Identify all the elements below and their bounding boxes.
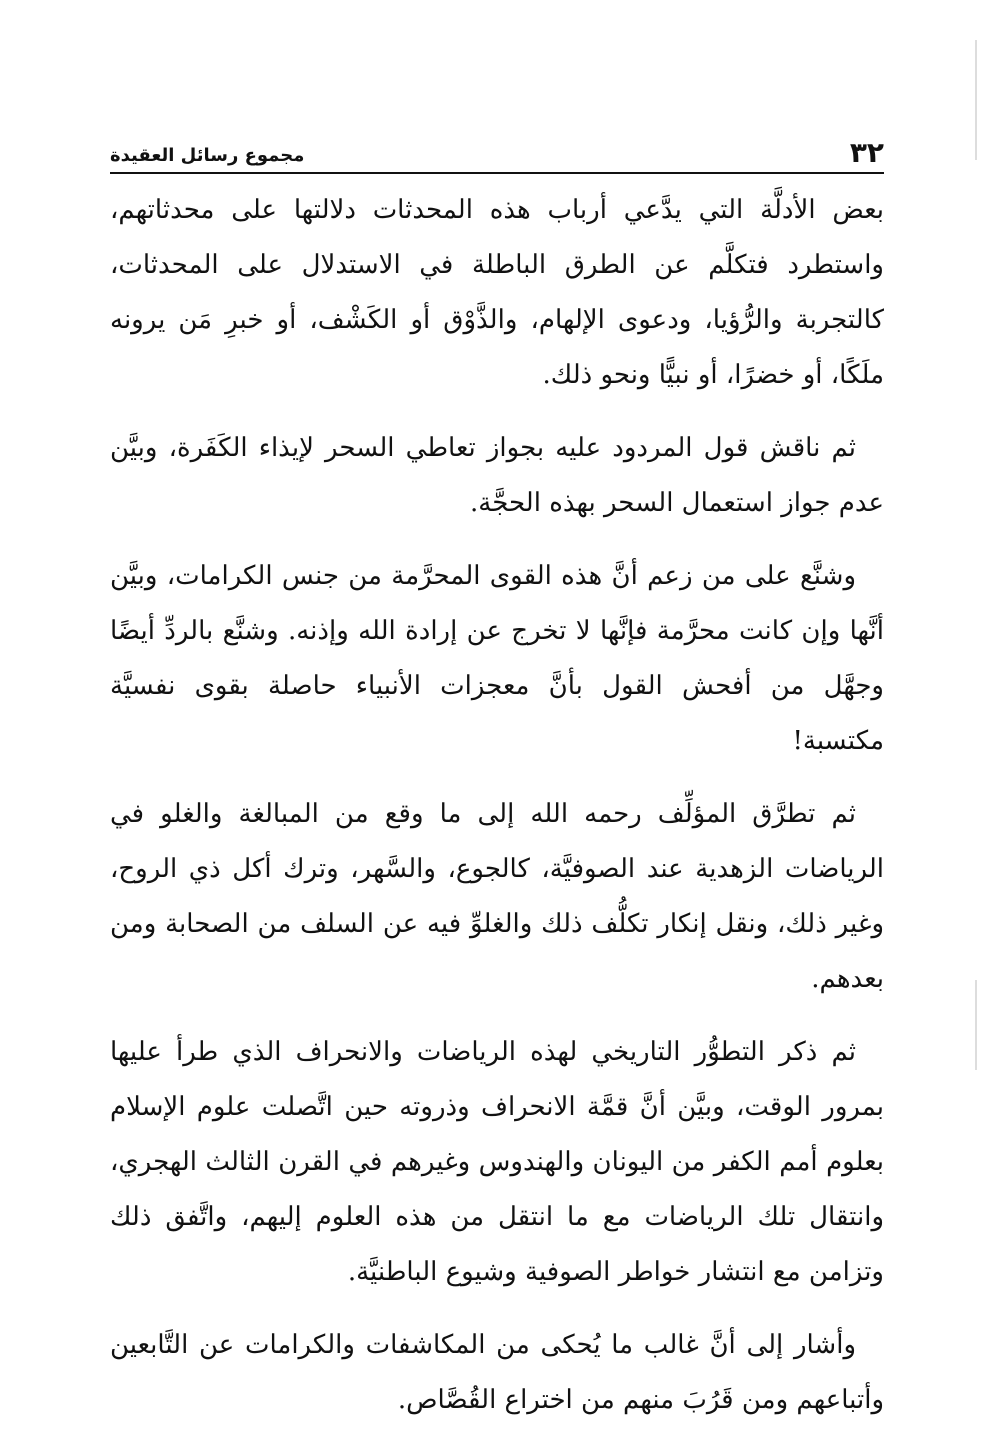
header-divider bbox=[110, 172, 884, 174]
running-header bbox=[110, 128, 884, 168]
paragraph-1: بعض الأدلَّة التي يدَّعي أرباب هذه المحدثات دلالتها على محدثاتهم، واستطرد فتكلَّم عن الطرق الباطلة في الاستدلال على المحدثات، كالتجربة والرُّؤيا، ودعوى الإلهام، والذَّوْق أو الكَشْف، أو خبرِ مَن يرونه ملَكًا، أو خضرًا، أو نبيًّا ونحو ذلك. bbox=[110, 195, 884, 390]
scan-edge-mark bbox=[975, 40, 977, 160]
paragraph-6: وأشار إلى أنَّ غالب ما يُحكى من المكاشفات والكرامات عن التَّابعين وأتباعهم ومن قَرُبَ منهم من اختراع القُصَّاص. bbox=[110, 1330, 884, 1415]
paragraph-2: ثم ناقش قول المردود عليه بجواز تعاطي السحر لإيذاء الكَفَرة، وبيَّن عدم جواز استعمال السحر بهذه الحجَّة. bbox=[110, 433, 884, 518]
scan-edge-mark bbox=[975, 980, 977, 1070]
book-title: مجموع رسائل العقيدة bbox=[110, 145, 305, 166]
paragraph-4: ثم تطرَّق المؤلِّف رحمه الله إلى ما وقع من المبالغة والغلو في الرياضات الزهدية عند الصوفيَّة، كالجوع، والسَّهر، وترك أكل ذي الروح، وغير ذلك، ونقل إنكار تكلُّف ذلك والغلوِّ فيه عن السلف من الصحابة ومن بعدهم. bbox=[110, 799, 884, 994]
paragraph-5: ثم ذكر التطوُّر التاريخي لهذه الرياضات والانحراف الذي طرأ عليها بمرور الوقت، وبيَّن أنَّ قمَّة الانحراف وذروته حين اتَّصلت علوم الإسلام بعلوم أمم الكفر من اليونان والهندوس وغيرهم في القرن الثالث الهجري، وانتقال تلك الرياضات مع ما انتقل من هذه العلوم إليهم، واتَّفق ذلك وتزامن مع انتشار خواطر الصوفية وشيوع الباطنيَّة. bbox=[110, 1037, 884, 1287]
body-text bbox=[110, 183, 884, 1446]
page-number: ٣٢ bbox=[849, 136, 884, 169]
paragraph-3: وشنَّع على من زعم أنَّ هذه القوى المحرَّمة من جنس الكرامات، وبيَّن أنَّها وإن كانت محرَّمة فإنَّها لا تخرج عن إرادة الله وإذنه. وشنَّع بالردِّ أيضًا وجهَّل من أفحش القول بأنَّ معجزات الأنبياء حاصلة بقوى نفسيَّة مكتسبة! bbox=[110, 561, 884, 756]
